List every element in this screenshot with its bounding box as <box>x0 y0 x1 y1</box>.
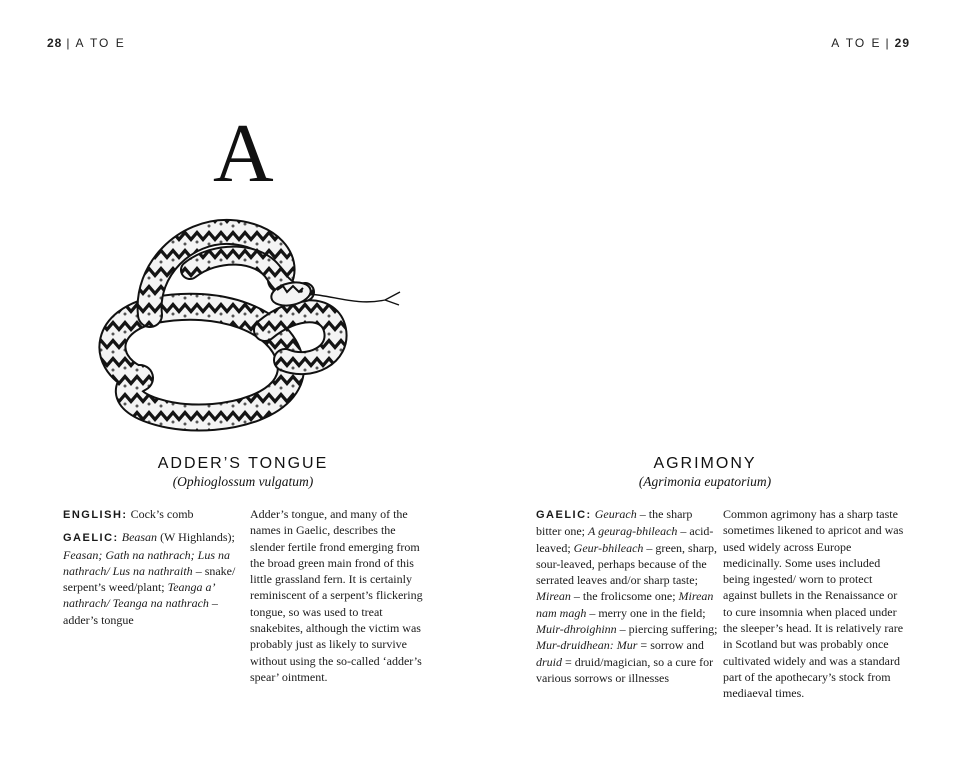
gaelic-gloss: – the frolicsome one; <box>570 589 679 604</box>
adders-tongue-description-column <box>250 506 430 685</box>
page-number-left: 28 <box>47 36 63 50</box>
gaelic-gloss: – merry one in the field; <box>586 605 706 620</box>
gaelic-name: Geurach <box>594 507 637 521</box>
english-names <box>63 506 245 523</box>
entry-title-adders-tongue: ADDER’S TONGUE <box>157 455 329 472</box>
section-letter: A <box>213 107 274 200</box>
gaelic-name: Beasan <box>121 530 158 545</box>
entry-latin-agrimony: (Agrimonia eupatorium) <box>638 474 772 489</box>
gaelic-name: Mirean <box>536 589 571 604</box>
page-number-right: 29 <box>894 36 910 50</box>
running-head-left <box>47 36 126 50</box>
gaelic-gloss: – snake/ serpent’s weed/plant; <box>63 563 236 595</box>
gaelic-gloss: – adder’s tongue <box>63 596 218 627</box>
gaelic-label: GAELIC: <box>63 532 119 545</box>
gaelic-name: Teanga a’ nathrach/ Teanga na nathrach <box>63 580 215 611</box>
section-label-left: A TO E <box>75 36 126 50</box>
gaelic-name: Mur-druidhean: Mur <box>536 638 638 653</box>
running-head-right <box>831 36 910 50</box>
agrimony-description-column <box>723 506 907 702</box>
gaelic-name: Muir-dhroighinn <box>536 622 617 637</box>
gaelic-gloss: (W Highlands); <box>157 530 235 545</box>
section-label-right: A TO E <box>831 36 882 50</box>
gaelic-name: A geurag-bhileach <box>587 524 678 539</box>
agrimony-names-column <box>536 506 718 686</box>
gaelic-gloss: – the sharp bitter one; <box>536 507 693 539</box>
gaelic-gloss: – piercing suffering; <box>616 622 718 637</box>
entry-title-agrimony: AGRIMONY <box>653 455 757 472</box>
header-separator-right: | <box>885 36 891 50</box>
english-label: ENGLISH: <box>63 509 128 521</box>
gaelic-name: Feasan; Gath na nathrach; Lus na nathrach/ Lus na nathraith <box>63 547 230 578</box>
gaelic-gloss: = druid/magician, so a cure for various sorrows or illnesses <box>536 654 714 685</box>
english-name-text: Cock’s comb <box>130 507 194 521</box>
adder-snake-illustration-icon <box>95 210 415 435</box>
gaelic-name: Geur-bhileach <box>573 540 644 555</box>
gaelic-gloss: = sorrow and <box>637 638 704 653</box>
gaelic-label: GAELIC: <box>536 509 592 521</box>
gaelic-names <box>63 529 245 628</box>
agrimony-description: Common agrimony has a sharp taste sometimes likened to apricot and was used widely across Europe medicinally. Some uses included being ingested/ worn to protect against bullets in the Renaissance or to cure insomnia when placed under the sleeper’s head. It is relatively rare in Scotland but was probably once cultivated widely and was a standard part of the apothecary’s stock from mediaeval times. <box>723 507 904 701</box>
gaelic-names <box>536 506 718 686</box>
gaelic-gloss: – green, sharp, sour-leaved, perhaps because of the serrated leaves and/or sharp taste; <box>536 540 718 588</box>
header-separator-left: | <box>66 36 72 50</box>
adders-tongue-description: Adder’s tongue, and many of the names in Gaelic, describes the slender fertile frond emerging from the broad green main frond of this little grassland fern. It is certainly reminiscent of a serpent’s flickering tongue, so was used to treat snakebites, although the victim was probably just as likely to survive without using the so-called ‘adder’s spear’ ointment. <box>250 507 423 684</box>
gaelic-name: druid <box>536 654 563 669</box>
gaelic-names-text <box>536 507 717 685</box>
gaelic-name: Mirean nam magh <box>536 589 714 620</box>
gaelic-names-text <box>63 530 235 626</box>
adders-tongue-names-column <box>63 506 245 628</box>
gaelic-gloss: – acid-leaved; <box>536 524 714 555</box>
entry-latin-adders-tongue: (Ophioglossum vulgatum) <box>172 474 314 489</box>
